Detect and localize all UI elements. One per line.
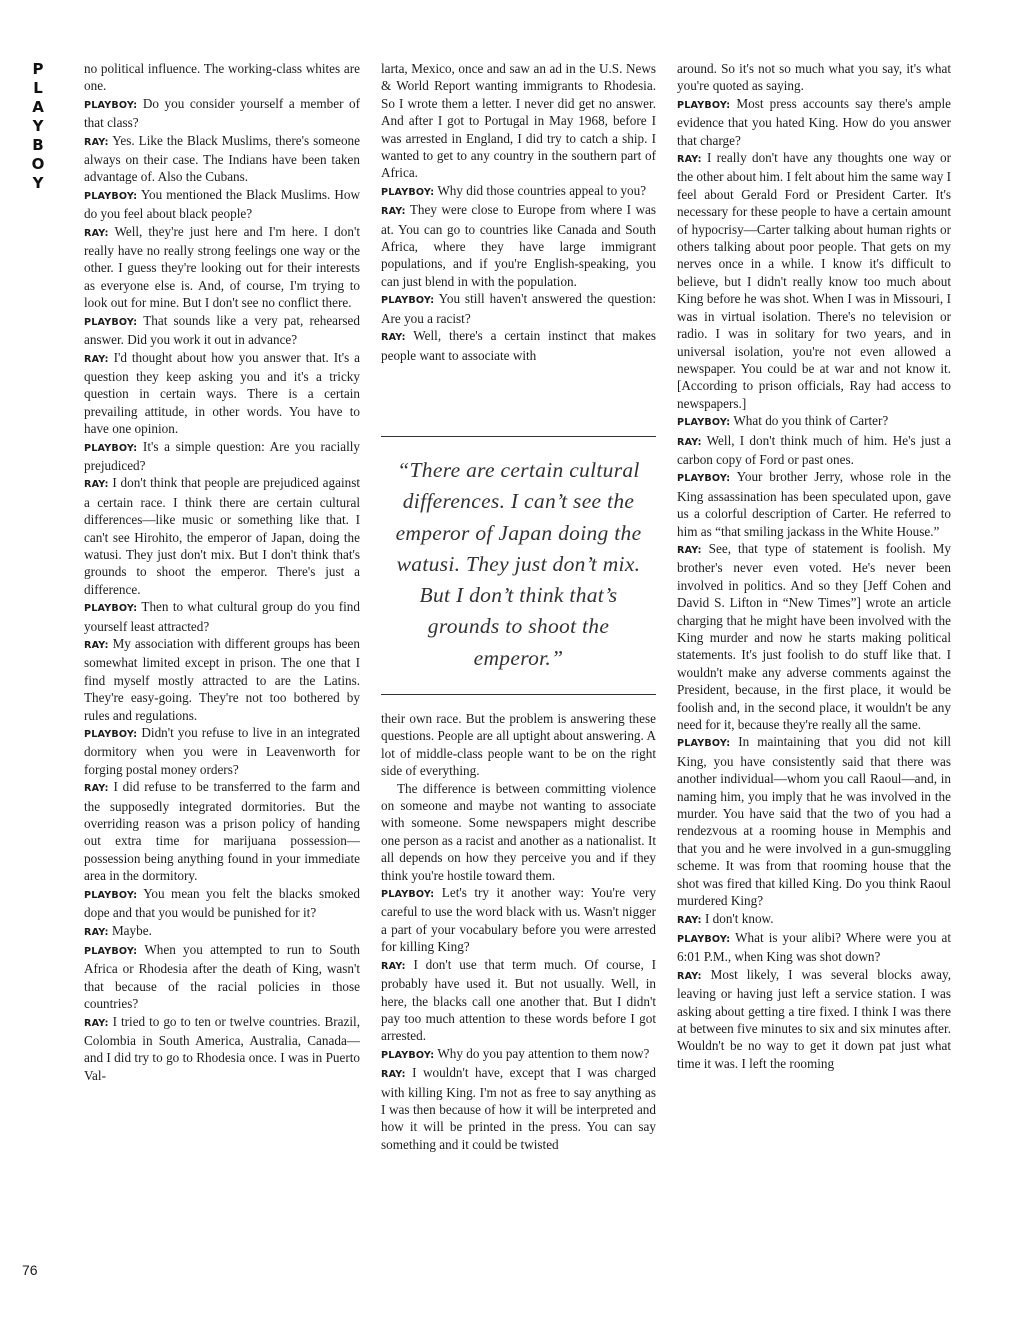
speaker-label: RAY:	[84, 479, 109, 491]
pull-quote-box	[381, 436, 656, 695]
paragraph-text: Maybe.	[111, 922, 152, 938]
speaker-label: PLAYBOY:	[84, 945, 138, 957]
paragraph-text: I don't know.	[704, 910, 774, 926]
paragraph	[84, 598, 360, 635]
paragraph-text: When you attempted to run to South Africa or Rhodesia after the death of King, wasn't that because of the racial policies in those countries?	[84, 941, 361, 1012]
paragraph	[677, 149, 951, 412]
speaker-label: RAY:	[677, 970, 702, 982]
speaker-label: RAY:	[84, 227, 109, 239]
speaker-label: PLAYBOY:	[84, 190, 138, 202]
paragraph-text: no political influence. The working-class whites are one.	[84, 61, 360, 94]
paragraph	[84, 941, 360, 1013]
paragraph	[84, 132, 360, 186]
speaker-label: RAY:	[677, 436, 702, 448]
paragraph	[677, 432, 951, 469]
paragraph	[381, 290, 656, 327]
paragraph	[677, 910, 951, 929]
paragraph-text: Didn't you refuse to live in an integrated dormitory when you were in Leavenworth for forging postal money orders?	[84, 725, 361, 777]
paragraph-text: Let's try it another way: You're very careful to use the word black with us. Wasn't nigger a part of your vocabulary before you were arrested for killing King?	[381, 885, 656, 955]
speaker-label: PLAYBOY:	[677, 417, 731, 429]
speaker-label: RAY:	[84, 783, 109, 795]
paragraph-text: Well, they're just here and I'm here. I don't really have no really strong feelings one way or the other. I guess they're looking out for their interests as everyone else is. And, of course, I'm trying to look out for mine. But I don't see no conflict there.	[84, 223, 360, 311]
paragraph-text: My association with different groups has been somewhat limited except in prison. The one that I find myself mostly attracted to are the Latins. They're easy-going. They're not too bothered by rules and regulations.	[84, 636, 360, 723]
paragraph	[381, 710, 656, 780]
paragraph	[677, 468, 951, 540]
paragraph	[84, 349, 360, 438]
paragraph	[677, 733, 951, 909]
paragraph-text: The difference is between committing violence on someone and maybe not wanting to associate with someone. Some newspapers might describe one person as a racist and another as a nationalist. It all depends on how they perceive you and if they think you're hostile toward them.	[381, 780, 656, 883]
speaker-label: RAY:	[381, 1069, 406, 1081]
paragraph-text: I wouldn't have, except that I was charged with killing King. I'm not as free to say anything as I was then because of how it will be interpreted and how it will be printed in the press. You can say something and it could be twisted	[381, 1065, 657, 1152]
speaker-label: PLAYBOY:	[84, 603, 138, 615]
paragraph-text: their own race. But the problem is answering these questions. People are all uptight about answering. A lot of middle-class people want to be on the right side of everything.	[381, 711, 656, 779]
paragraph	[84, 223, 360, 312]
speaker-label: PLAYBOY:	[677, 933, 731, 945]
speaker-label: PLAYBOY:	[677, 473, 731, 485]
paragraph	[381, 1064, 656, 1153]
paragraph-text: Do you consider yourself a member of that class?	[84, 95, 360, 131]
paragraph-text: What do you think of Carter?	[733, 413, 889, 429]
paragraph	[84, 312, 360, 349]
paragraph	[84, 1013, 360, 1085]
page-number: 76	[22, 1262, 38, 1278]
speaker-label: RAY:	[677, 914, 702, 926]
paragraph	[677, 966, 951, 1072]
paragraph-text: Most likely, I was several blocks away, leaving or having just left a service station. I was asking about getting a tire fixed. I think I was there at between five minutes to six and six minutes after. Wouldn't be no way to get it down pat just what time it was. I left the rooming	[677, 966, 952, 1071]
paragraph-text: Then to what cultural group do you find yourself least attracted?	[84, 599, 360, 634]
paragraph-text: larta, Mexico, once and saw an ad in the U.S. News & World Report wanting immigrants to Rhodesia. So I wrote them a letter. I never did get no answer. And after I got to Portugal in May 1968, before I was arrested in England, I did try to catch a ship. I wanted to get to any country in the southern part of Africa.	[381, 61, 656, 181]
paragraph-text: They were close to Europe from where I was at. You can go to countries like Canada and South Africa, where they have large immigrant populations, and if you're English-speaking, you can just blend in with the population.	[381, 202, 656, 289]
speaker-label: RAY:	[677, 544, 702, 556]
speaker-label: PLAYBOY:	[677, 99, 731, 111]
paragraph	[381, 182, 656, 201]
paragraph	[381, 60, 656, 182]
paragraph	[84, 922, 360, 941]
paragraph-text: Why did those countries appeal to you?	[437, 182, 647, 198]
paragraph	[677, 95, 951, 149]
speaker-label: RAY:	[84, 136, 109, 148]
paragraph-text: I tried to go to ten or twelve countries. Brazil, Colombia in South America, Australia, Canada—and I did try to go to Rhodesia once. I was in Puerto Val-	[84, 1013, 360, 1083]
paragraph-text: I'd thought about how you answer that. It's a question they keep asking you and it's a tricky question in certain ways. There is a certain prevailing attitude, in other words. You have to have one opinion.	[84, 349, 360, 437]
speaker-label: RAY:	[84, 1017, 109, 1029]
speaker-label: PLAYBOY:	[84, 889, 138, 901]
paragraph	[84, 95, 360, 132]
paragraph	[84, 60, 360, 95]
paragraph	[677, 60, 951, 95]
paragraph-text: around. So it's not so much what you say, it's what you're quoted as saying.	[677, 61, 951, 94]
speaker-label: RAY:	[677, 154, 702, 166]
paragraph	[84, 186, 360, 223]
paragraph	[84, 885, 360, 922]
paragraph-text: I did refuse to be transferred to the farm and the supposedly integrated dormitories. But the overriding reason was a prison policy of handing out extra time for marijuana possession—possession being anything found in your immediate area in the dormitory.	[84, 779, 361, 884]
speaker-label: PLAYBOY:	[84, 442, 138, 454]
paragraph-text: You still haven't answered the question: Are you a racist?	[381, 291, 656, 326]
paragraph-text: In maintaining that you did not kill King, you have consistently said that there was another individual—whom you call Raoul—and, in naming him, you imply that he was involved in the murder. You have said that the two of you had a rendezvous at a rooming house in Memphis and that you and he were involved in a gun-smuggling scheme. It was from that rooming house that the shot was fired that killed King. Do you think Raoul murdered King?	[677, 734, 951, 909]
paragraph	[84, 474, 360, 598]
column-3	[677, 60, 951, 1072]
paragraph-text: I don't use that term much. Of course, I probably have used it. But not usually. Well, in here, the blacks call one another that. But I didn't pay too much attention to these words before I got arrested.	[381, 956, 656, 1044]
speaker-label: PLAYBOY:	[381, 295, 435, 307]
paragraph	[84, 724, 360, 778]
paragraph	[381, 1045, 656, 1064]
speaker-label: RAY:	[381, 206, 406, 218]
paragraph	[84, 778, 360, 884]
speaker-label: RAY:	[381, 960, 406, 972]
speaker-label: RAY:	[381, 332, 406, 344]
column-2	[381, 60, 656, 364]
speaker-label: RAY:	[84, 353, 109, 365]
paragraph-text: Well, there's a certain instinct that makes people want to associate with	[381, 328, 656, 363]
paragraph-text: Why do you pay attention to them now?	[437, 1045, 650, 1061]
paragraph-text: You mentioned the Black Muslims. How do you feel about black people?	[84, 186, 360, 222]
speaker-label: PLAYBOY:	[381, 889, 435, 901]
paragraph	[677, 929, 951, 966]
speaker-label: PLAYBOY:	[84, 729, 138, 741]
paragraph	[381, 327, 656, 364]
paragraph-text: It's a simple question: Are you racially prejudiced?	[84, 438, 361, 473]
pull-quote: “There are certain cultural differences. I can’t see the emperor of Japan doing the watusi. They just don’t mix. But I don’t think that’s grounds to shoot the emperor.”	[395, 458, 642, 670]
paragraph	[677, 412, 951, 431]
speaker-label: PLAYBOY:	[677, 738, 731, 750]
magazine-vertical-label: P L A Y B O Y	[31, 60, 45, 192]
paragraph	[84, 635, 360, 724]
paragraph	[381, 956, 656, 1045]
paragraph-text: I really don't have any thoughts one way or the other about him. I felt about him the same way I feel about Gerald Ford or President Carter. It's necessary for these people to have a certain amount of hypocrisy—Carter talking about human rights or others talking about poor people. That gets on my nerves once in a while. I know it's difficult to believe, but I didn't really know too much about King before he was shot. When I was in Missouri, I was in virtual isolation. There's no television or radio. I was in solitary for two years, and in universal isolation, you're not even allowed a newspaper. You could be at war and not know it. [According to prison officials, Ray had access to newspapers.]	[677, 150, 952, 411]
paragraph	[381, 201, 656, 290]
paragraph-text: What is your alibi? Where were you at 6:01 P.M., when King was shot down?	[677, 929, 952, 965]
speaker-label: PLAYBOY:	[84, 99, 138, 111]
paragraph-text: That sounds like a very pat, rehearsed answer. Did you work it out in advance?	[84, 312, 360, 348]
column-1	[84, 60, 360, 1084]
speaker-label: PLAYBOY:	[381, 186, 435, 198]
paragraph	[381, 780, 656, 884]
paragraph-text: See, that type of statement is foolish. My brother's never even voted. He's never been involved in politics. And so they [Jeff Cohen and David S. Lifton in “New Times”] wrote an article charging that he might have been involved with the King murder and now he starts making political statements. It's just foolish to do stuff like that. I wouldn't make any adverse comments against the President, because, in the first place, it would be foolish and, in the second place, it wouldn't be any need for it, because they're really all the same.	[677, 540, 951, 733]
column-2-lower	[381, 710, 656, 1153]
paragraph-text: Most press accounts say there's ample evidence that you hated King. How do you answer that charge?	[677, 95, 951, 148]
speaker-label: PLAYBOY:	[381, 1049, 435, 1061]
speaker-label: PLAYBOY:	[84, 316, 138, 328]
paragraph-text: I don't think that people are prejudiced against a certain race. I think there are certain cultural differences—like music or something like that. I can't see Hirohito, the emperor of Japan, doing the watusi. They just don't mix. But I don't think that's grounds to shoot the emperor. There's just a difference.	[84, 475, 360, 597]
speaker-label: RAY:	[84, 640, 109, 651]
paragraph-text: Yes. Like the Black Muslims, there's someone always on their case. The Indians have been taken advantage of. Also the Cubans.	[84, 132, 360, 185]
speaker-label: RAY:	[84, 926, 109, 938]
paragraph-text: Your brother Jerry, whose role in the King assassination has been speculated upon, gave us a colorful description of Carter. He referred to him as “that smiling jackass in the White House.”	[677, 469, 952, 539]
paragraph-text: You mean you felt the blacks smoked dope and that you would be punished for it?	[84, 885, 360, 921]
paragraph	[84, 438, 360, 475]
paragraph	[381, 884, 656, 956]
paragraph-text: Well, I don't think much of him. He's just a carbon copy of Ford or past ones.	[677, 432, 951, 467]
paragraph	[677, 540, 951, 733]
